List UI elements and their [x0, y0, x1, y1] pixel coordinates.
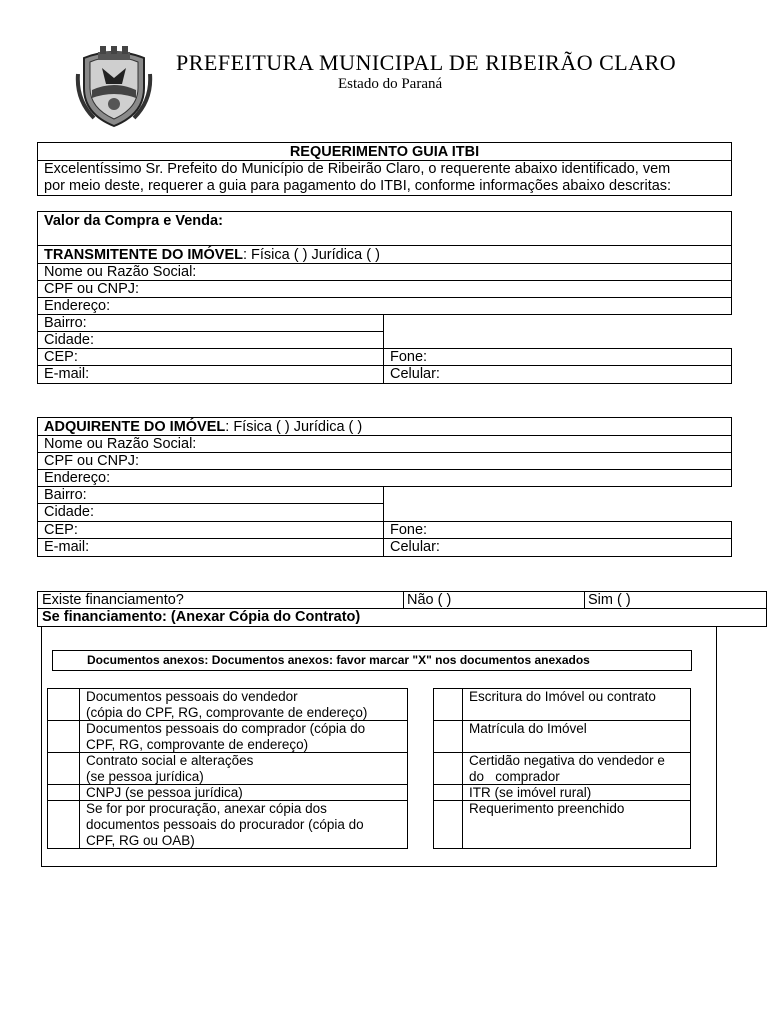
doc-right-item-2-line2: do comprador: [469, 769, 560, 784]
doc-right-item-0-line1: Escritura do Imóvel ou contrato: [469, 689, 656, 704]
doc-left-item-4-line1: Se for por procuração, anexar cópia dos: [86, 801, 327, 816]
doc-left-item-0: [79, 688, 408, 721]
acquirer-type-options[interactable]: : Física ( ) Jurídica ( ): [225, 419, 363, 435]
acquirer-heading: [37, 417, 732, 436]
doc-right-checkbox-0[interactable]: [433, 688, 463, 721]
doc-left-item-4-line2: documentos pessoais do procurador (cópia do: [86, 817, 364, 832]
doc-left-checkbox-0[interactable]: [47, 688, 80, 721]
doc-left-item-3-line1: CNPJ (se pessoa jurídica): [86, 785, 243, 800]
doc-left-checkbox-1[interactable]: [47, 720, 80, 753]
financing-note: Se financiamento: (Anexar Cópia do Contrato): [37, 608, 767, 627]
transmitter-cpf-field[interactable]: CPF ou CNPJ:: [37, 280, 732, 298]
acquirer-heading-label: ADQUIRENTE DO IMÓVEL: [44, 419, 226, 435]
doc-left-checkbox-2[interactable]: [47, 752, 80, 785]
acquirer-cpf-field[interactable]: CPF ou CNPJ:: [37, 452, 732, 470]
transmitter-type-options[interactable]: : Física ( ) Jurídica ( ): [242, 247, 380, 263]
doc-left-item-1: [79, 720, 408, 753]
doc-left-checkbox-4[interactable]: [47, 800, 80, 849]
doc-left-item-4-line3: CPF, RG ou OAB): [86, 833, 195, 848]
doc-left-item-2-line2: (se pessoa jurídica): [86, 769, 204, 784]
acquirer-mobile-field[interactable]: Celular:: [383, 538, 732, 557]
coat-of-arms-icon: [74, 44, 154, 128]
request-intro-line1: Excelentíssimo Sr. Prefeito do Município de Ribeirão Claro, o requerente abaixo identificado, vem: [44, 161, 671, 177]
doc-left-item-3: [79, 784, 408, 801]
doc-right-checkbox-4[interactable]: [433, 800, 463, 849]
transmitter-cep-field[interactable]: CEP:: [37, 348, 384, 366]
request-block: [37, 142, 732, 196]
doc-right-item-2-line1: Certidão negativa do vendedor e: [469, 753, 665, 768]
acquirer-district-field[interactable]: Bairro:: [37, 486, 384, 504]
doc-right-item-4: [462, 800, 691, 849]
doc-left-item-0-line2: (cópia do CPF, RG, comprovante de endereço): [86, 705, 368, 720]
transmitter-heading: [37, 245, 732, 264]
doc-left-item-4: [79, 800, 408, 849]
transmitter-district-field[interactable]: Bairro:: [37, 314, 384, 332]
acquirer-phone-field[interactable]: Fone:: [383, 521, 732, 539]
financing-yes-option[interactable]: Sim ( ): [584, 591, 767, 609]
transmitter-city-field[interactable]: Cidade:: [37, 331, 384, 349]
doc-left-item-2: [79, 752, 408, 785]
doc-right-checkbox-1[interactable]: [433, 720, 463, 753]
transmitter-email-field[interactable]: E-mail:: [37, 365, 384, 384]
doc-right-item-4-line1: Requerimento preenchido: [469, 801, 625, 816]
state-subtitle: Estado do Paraná: [338, 76, 443, 92]
financing-question: Existe financiamento?: [37, 591, 404, 609]
financing-no-option[interactable]: Não ( ): [403, 591, 585, 609]
request-title: REQUERIMENTO GUIA ITBI: [38, 143, 731, 161]
municipality-title: PREFEITURA MUNICIPAL DE RIBEIRÃO CLARO: [176, 50, 677, 75]
acquirer-city-field[interactable]: Cidade:: [37, 503, 384, 522]
doc-right-item-3: [462, 784, 691, 801]
acquirer-email-field[interactable]: E-mail:: [37, 538, 384, 557]
request-intro-line2: por meio deste, requerer a guia para pagamento do ITBI, conforme informações abaixo descritas:: [44, 178, 672, 194]
transmitter-mobile-field[interactable]: Celular:: [383, 365, 732, 384]
doc-right-item-3-line1: ITR (se imóvel rural): [469, 785, 592, 800]
transmitter-name-field[interactable]: Nome ou Razão Social:: [37, 263, 732, 281]
doc-right-item-0: [462, 688, 691, 721]
doc-right-checkbox-2[interactable]: [433, 752, 463, 785]
doc-right-item-1-line1: Matrícula do Imóvel: [469, 721, 587, 736]
doc-left-item-2-line1: Contrato social e alterações: [86, 753, 254, 768]
transmitter-address-field[interactable]: Endereço:: [37, 297, 732, 315]
doc-right-item-2: [462, 752, 691, 785]
doc-left-item-1-line1: Documentos pessoais do comprador (cópia do: [86, 721, 366, 736]
documents-heading: Documentos anexos: Documentos anexos: favor marcar "X" nos documentos anexados: [52, 650, 692, 671]
acquirer-cep-field[interactable]: CEP:: [37, 521, 384, 539]
doc-right-item-1: [462, 720, 691, 753]
transmitter-heading-label: TRANSMITENTE DO IMÓVEL: [44, 247, 243, 263]
acquirer-address-field[interactable]: Endereço:: [37, 469, 732, 487]
doc-left-checkbox-3[interactable]: [47, 784, 80, 801]
doc-left-item-1-line2: CPF, RG, comprovante de endereço): [86, 737, 309, 752]
transmitter-phone-field[interactable]: Fone:: [383, 348, 732, 366]
doc-right-checkbox-3[interactable]: [433, 784, 463, 801]
acquirer-name-field[interactable]: Nome ou Razão Social:: [37, 435, 732, 453]
purchase-value-field[interactable]: Valor da Compra e Venda:: [37, 211, 732, 246]
doc-left-item-0-line1: Documentos pessoais do vendedor: [86, 689, 298, 704]
